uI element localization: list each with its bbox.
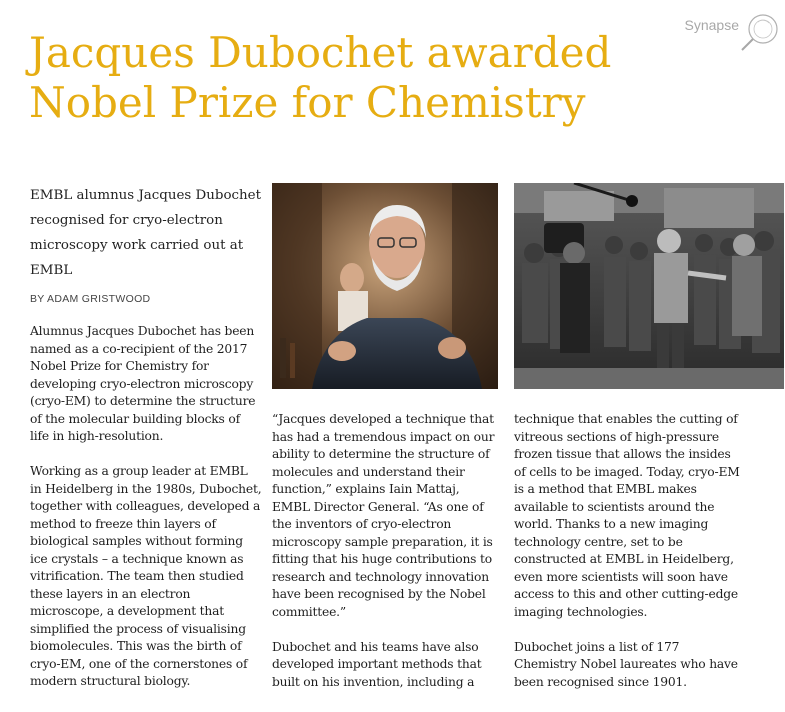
- photo-crowd-celebration: [514, 183, 784, 389]
- article-headline: [29, 28, 729, 128]
- paragraph: technique that enables the cutting of vitreous sections of high-pressure frozen tissue that allows the insides of cells to be imaged. Today, cryo-EM is a method that EMBL makes available to scientists around the world. Thanks to a new imaging technology centre, set to be constructed at EMBL in Heidelberg, even more scientists will soon have access to this and other cutting-edge imaging technologies.: [514, 412, 740, 619]
- headline-line-1: Jacques Dubochet awarded: [29, 28, 612, 77]
- column-middle: [272, 183, 498, 709]
- paragraph: Dubochet joins a list of 177 Chemistry Nobel laureates who have been recognised since 1901.: [514, 639, 738, 689]
- byline: BY ADAM GRISTWOOD: [30, 293, 151, 305]
- standfirst: EMBL alumnus Jacques Dubochet recognised for cryo-electron microscopy work carried out at EMBL: [30, 188, 261, 278]
- paragraph: Working as a group leader at EMBL in Heidelberg in the 1980s, Dubochet, together with colleagues, developed a method to freeze thin layers of biological samples without forming ice crystals – a technique known as vitrification. The team then studied these layers in an electron microscope, a development that simplified the process of visualising biomolecules. This was the birth of cryo-EM, one of the cornerstones of modern structural biology.: [30, 464, 262, 688]
- paragraph: Alumnus Jacques Dubochet has been named as a co-recipient of the 2017 Nobel Prize for Chemistry for developing cryo-electron microscopy (cryo-EM) to determine the structure of the molecular building blocks of life in high-resolution.: [30, 324, 256, 443]
- magnifier-icon: [739, 8, 781, 54]
- paragraph: Dubochet and his teams have also developed important methods that built on his invention, including a: [272, 639, 482, 689]
- column-left: [30, 183, 262, 708]
- paragraph: “Jacques developed a technique that has had a tremendous impact on our ability to determine the structure of molecules and understand their function,” explains Iain Mattaj, EMBL Director General. “As one of the inventors of cryo-electron microscopy sample preparation, it is fitting that his huge contributions to research and technology innovation have been recognised by the Nobel committee.”: [272, 412, 495, 619]
- column-right: [514, 183, 784, 709]
- headline-line-2: Nobel Prize for Chemistry: [29, 78, 586, 127]
- photo-dubochet-speaking: [272, 183, 498, 389]
- brand-name: Synapse: [684, 17, 739, 33]
